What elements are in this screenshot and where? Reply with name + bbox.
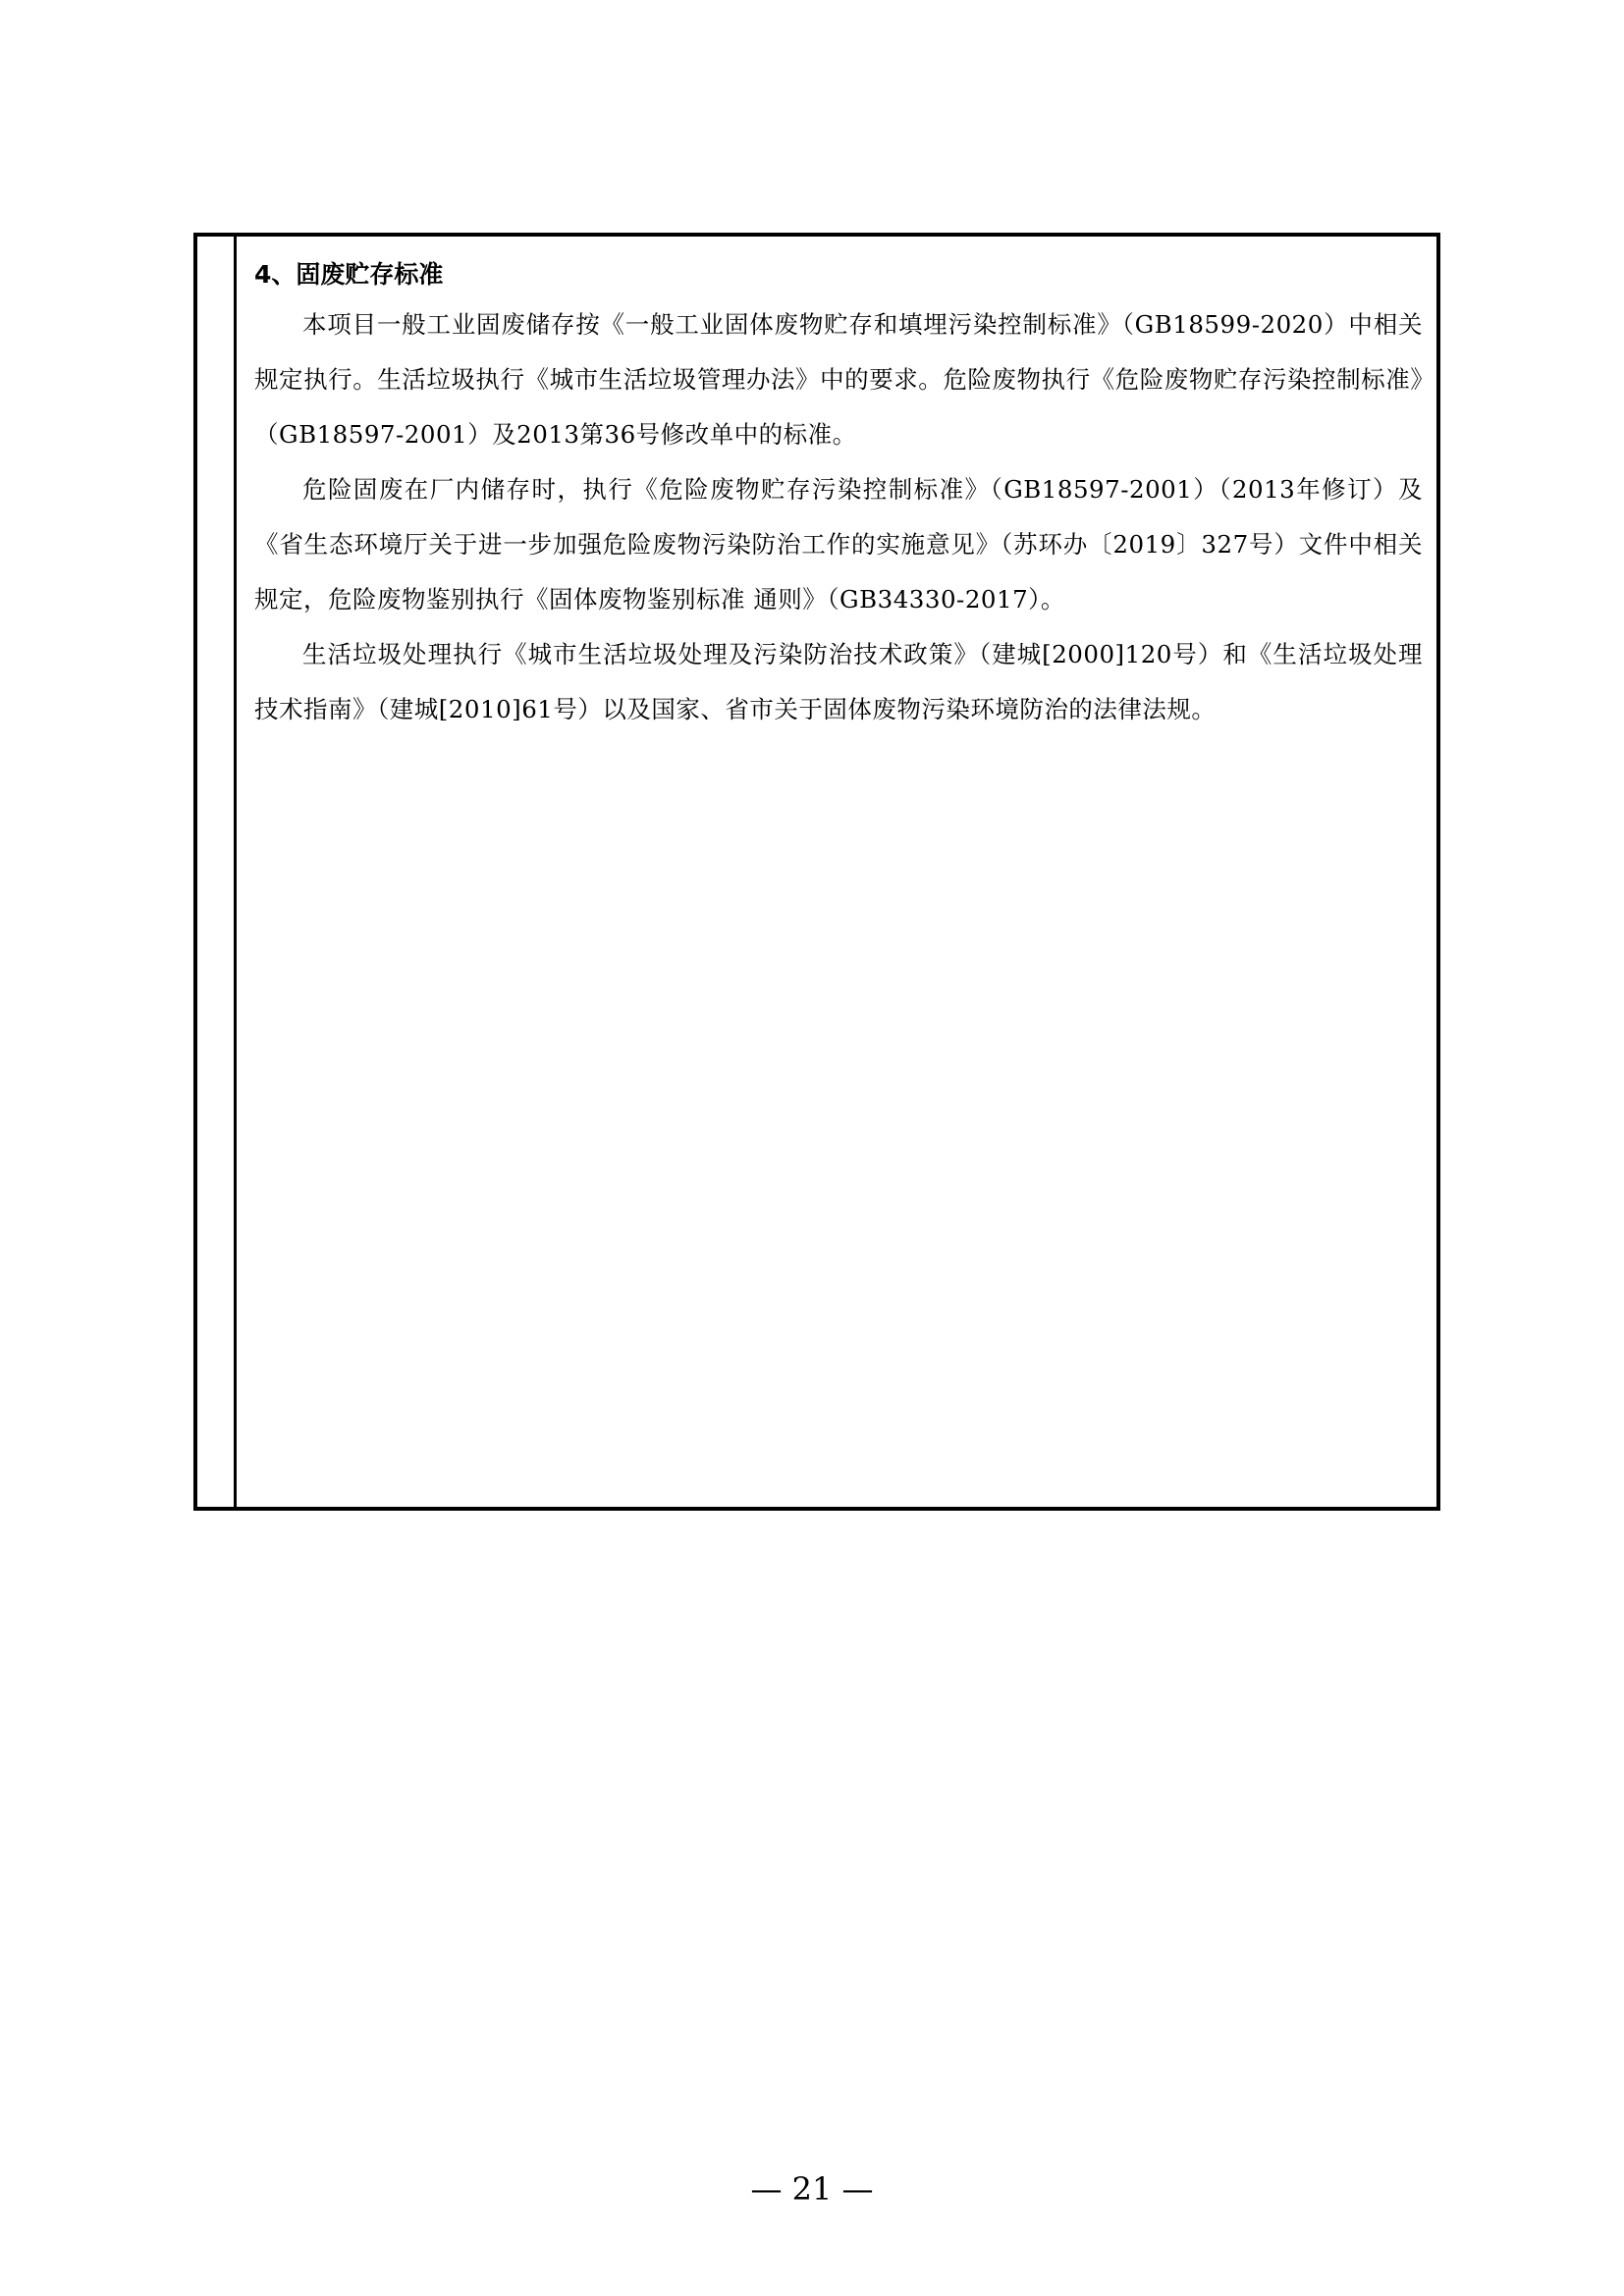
table-content-cell [237, 237, 1436, 1507]
table-label-column [197, 237, 237, 1507]
section-heading: 4、固废贮存标准 [254, 260, 444, 289]
page-number: — 21 — [750, 2170, 874, 2208]
standards-table [193, 233, 1440, 1511]
paragraph-general-waste: 本项目一般工业固废储存按《一般工业固体废物贮存和填埋污染控制标准》（GB18599-2020）中相关规定执行。生活垃圾执行《城市生活垃圾管理办法》中的要求。危险废物执行《危险废物贮存污染控制标准》（GB18597-2001）及2013第36号修改单中的标准。 [254, 310, 1423, 449]
paragraph-domestic-waste: 生活垃圾处理执行《城市生活垃圾处理及污染防治技术政策》（建城[2000]120号）和《生活垃圾处理技术指南》（建城[2010]61号）以及国家、省市关于固体废物污染环境防治的法律法规。 [254, 640, 1423, 723]
paragraph-hazardous-waste: 危险固废在厂内储存时，执行《危险废物贮存污染控制标准》（GB18597-2001）（2013年修订）及《省生态环境厅关于进一步加强危险废物污染防治工作的实施意见》（苏环办〔2019〕327号）文件中相关规定，危险废物鉴别执行《固体废物鉴别标准 通则》（GB34330-2017）。 [254, 475, 1423, 614]
